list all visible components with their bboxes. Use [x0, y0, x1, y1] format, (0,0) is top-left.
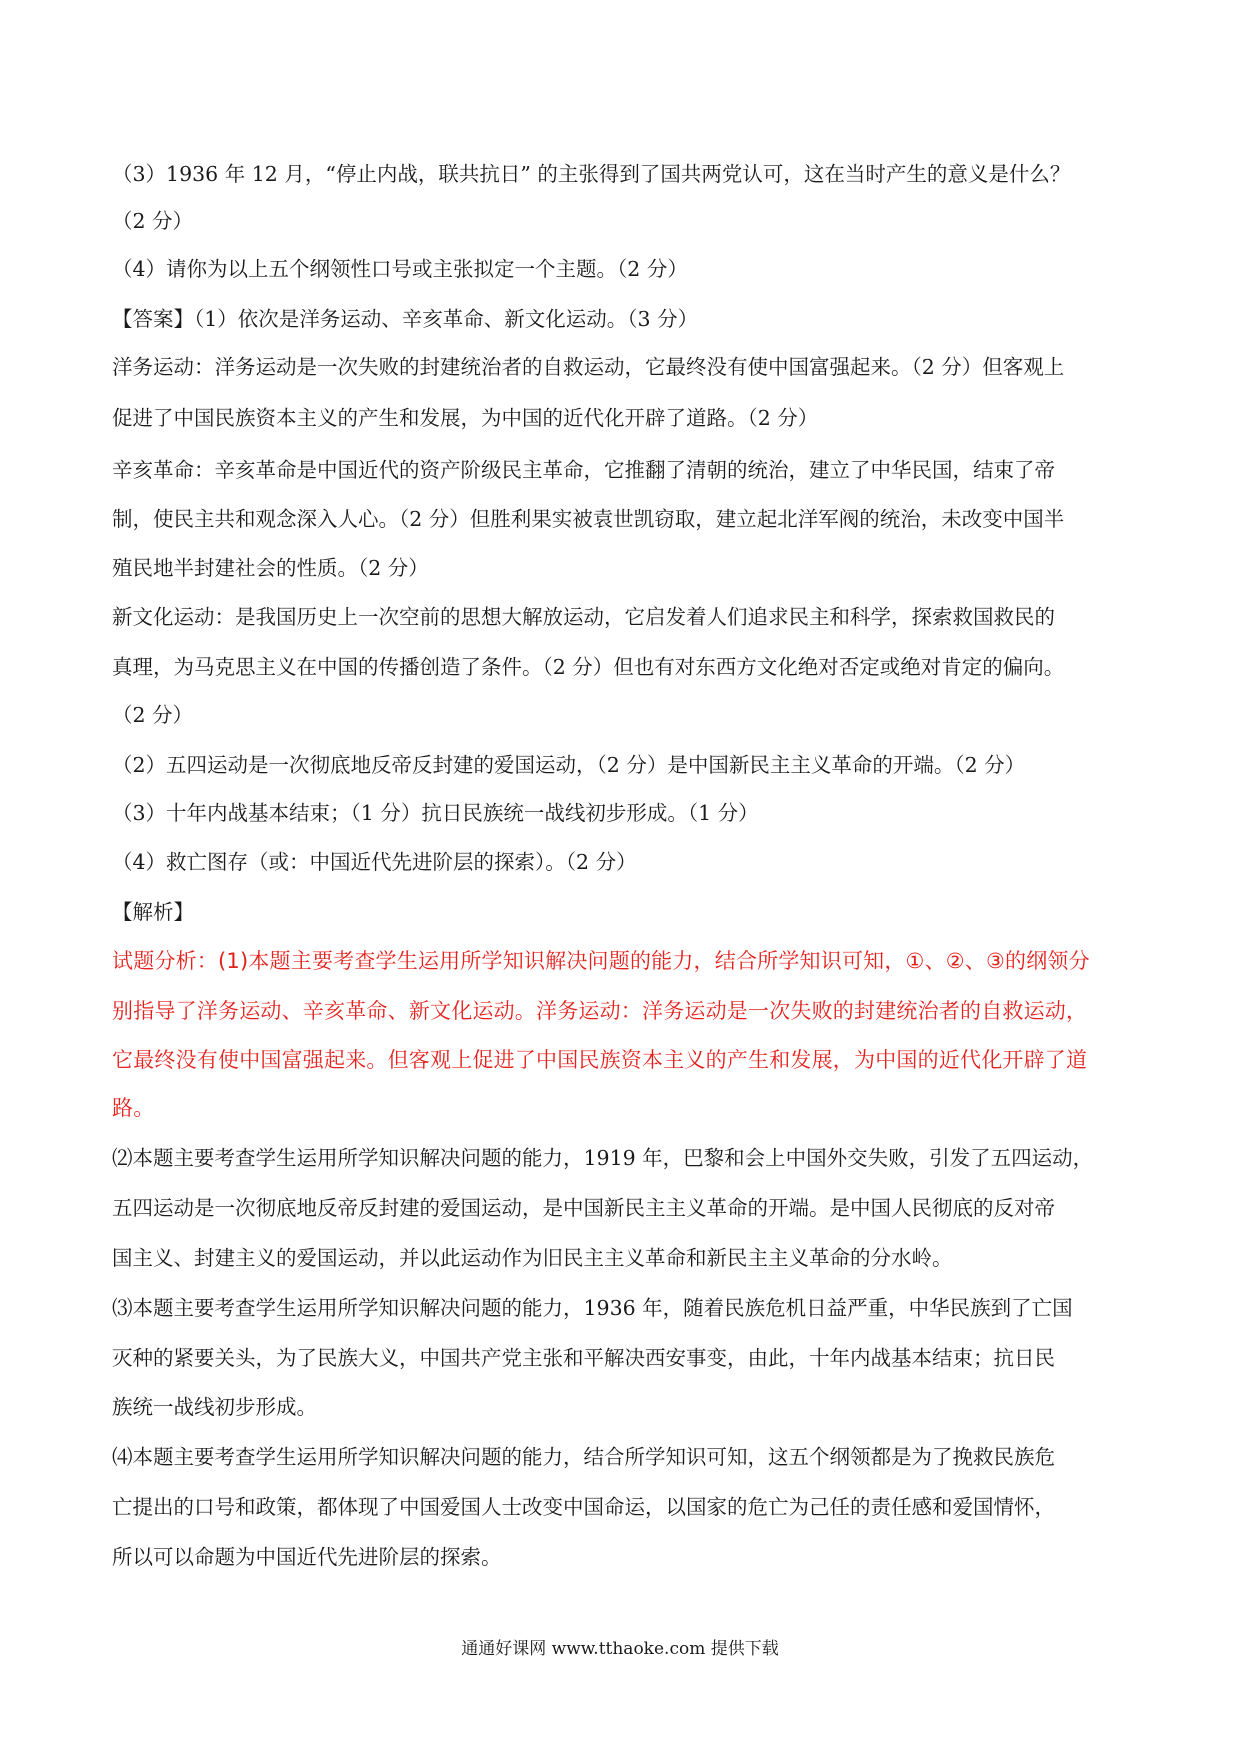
answer-heading: 【答案】（1）依次是洋务运动、辛亥革命、新文化运动。（3 分） [112, 307, 699, 331]
page-footer: 通通好课网 www.tthaoke.com 提供下载 [461, 1639, 779, 1659]
analysis-red-text: 试题分析：(1)本题主要考查学生运用所学知识解决问题的能力，结合所学知识可知，①、②、③的纲领分 [112, 949, 1090, 973]
analysis-text: ⑶本题主要考查学生运用所学知识解决问题的能力，1936 年，随着民族危机日益严重，中华民族到了亡国 [112, 1296, 1073, 1320]
analysis-text: 族统一战线初步形成。 [112, 1395, 317, 1419]
analysis-text: 五四运动是一次彻底地反帝反封建的爱国运动，是中国新民主主义革命的开端。是中国人民彻底的反对帝 [112, 1196, 1055, 1220]
analysis-red-text: 路。 [112, 1096, 155, 1120]
answer-text: 制，使民主共和观念深入人心。（2 分）但胜利果实被袁世凯窃取，建立起北洋军阀的统治，未改变中国半 [112, 507, 1065, 531]
answer-text: 辛亥革命：辛亥革命是中国近代的资产阶级民主革命，它推翻了清朝的统治，建立了中华民国，结束了帝 [112, 458, 1055, 482]
analysis-text: 亡提出的口号和政策，都体现了中国爱国人士改变中国命运，以国家的危亡为己任的责任感和爱国情怀， [112, 1495, 1055, 1519]
analysis-heading: 【解析】 [112, 900, 194, 924]
analysis-red-text: 它最终没有使中国富强起来。但客观上促进了中国民族资本主义的产生和发展，为中国的近代化开辟了道 [112, 1048, 1088, 1072]
answer-text: （3）十年内战基本结束；（1 分）抗日民族统一战线初步形成。（1 分） [112, 801, 759, 825]
answer-text: 真理，为马克思主义在中国的传播创造了条件。（2 分）但也有对东西方文化绝对否定或绝对肯定的偏向。 [112, 655, 1065, 679]
answer-text: 新文化运动：是我国历史上一次空前的思想大解放运动，它启发着人们追求民主和科学，探索救国救民的 [112, 605, 1055, 629]
answer-text: 促进了中国民族资本主义的产生和发展，为中国的近代化开辟了道路。（2 分） [112, 406, 819, 430]
answer-text: （2 分） [112, 703, 194, 727]
answer-text: （2）五四运动是一次彻底地反帝反封建的爱国运动，（2 分）是中国新民主主义革命的开端。（2 分） [112, 753, 1026, 777]
analysis-text: 灭种的紧要关头，为了民族大义，中国共产党主张和平解决西安事变，由此，十年内战基本结束；抗日民 [112, 1346, 1055, 1370]
analysis-text: ⑵本题主要考查学生运用所学知识解决问题的能力，1919 年，巴黎和会上中国外交失败，引发了五四运动， [112, 1146, 1094, 1170]
analysis-text: ⑷本题主要考查学生运用所学知识解决问题的能力，结合所学知识可知，这五个纲领都是为了挽救民族危 [112, 1445, 1055, 1469]
analysis-text: 所以可以命题为中国近代先进阶层的探索。 [112, 1545, 502, 1569]
answer-text: （4）救亡图存（或：中国近代先进阶层的探索）。（2 分） [112, 850, 637, 874]
question-3: （3）1936 年 12 月，“停止内战，联共抗日” 的主张得到了国共两党认可，这在当时产生的意义是什么？ [112, 162, 1071, 186]
analysis-red-text: 别指导了洋务运动、辛亥革命、新文化运动。洋务运动：洋务运动是一次失败的封建统治者的自救运动， [112, 999, 1088, 1023]
analysis-text: 国主义、封建主义的爱国运动，并以此运动作为旧民主主义革命和新民主主义革命的分水岭。 [112, 1246, 953, 1270]
question-4: （4）请你为以上五个纲领性口号或主张拟定一个主题。（2 分） [112, 257, 688, 281]
answer-text: 殖民地半封建社会的性质。（2 分） [112, 556, 429, 580]
answer-text: 洋务运动：洋务运动是一次失败的封建统治者的自救运动，它最终没有使中国富强起来。（2 分）但客观上 [112, 355, 1065, 379]
question-3-score: （2 分） [112, 209, 194, 233]
